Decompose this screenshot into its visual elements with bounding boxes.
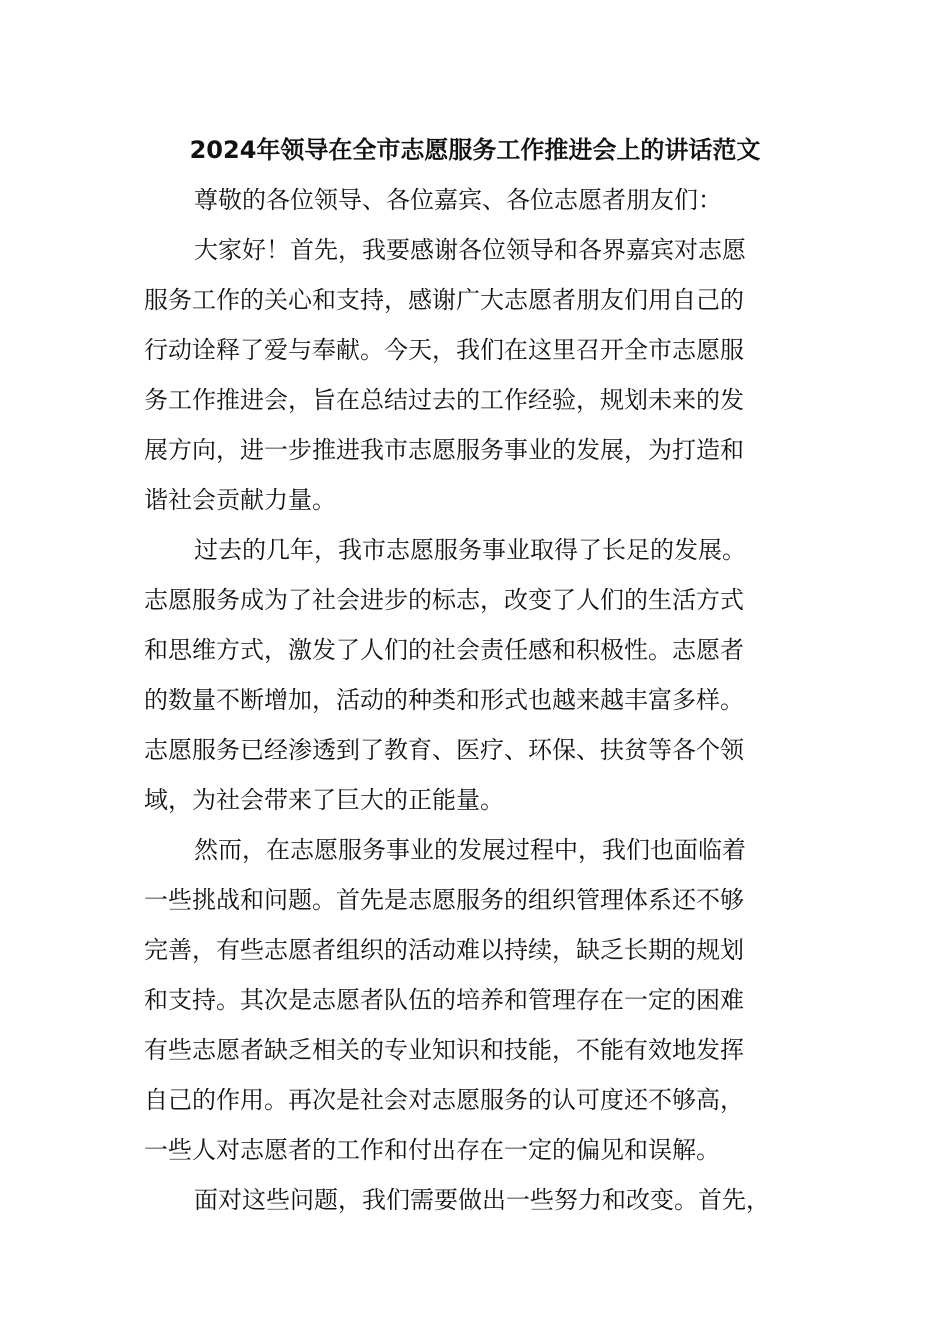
paragraph-3-line-3: 完善，有些志愿者组织的活动难以持续，缺乏长期的规划 — [144, 936, 744, 964]
paragraph-2-line-5: 志愿服务已经渗透到了教育、医疗、环保、扶贫等各个领 — [144, 736, 744, 764]
paragraph-2-line-1: 过去的几年，我市志愿服务事业取得了长足的发展。 — [194, 536, 746, 564]
paragraph-3-line-4: 和支持。其次是志愿者队伍的培养和管理存在一定的困难 — [144, 986, 744, 1014]
paragraph-1-line-4: 务工作推进会，旨在总结过去的工作经验，规划未来的发 — [144, 386, 744, 414]
document-title: 2024年领导在全市志愿服务工作推进会上的讲话范文 — [189, 136, 761, 164]
paragraph-3-line-2: 一些挑战和问题。首先是志愿服务的组织管理体系还不够 — [144, 886, 744, 914]
paragraph-1-line-2: 服务工作的关心和支持，感谢广大志愿者朋友们用自己的 — [144, 286, 744, 314]
paragraph-1-line-6: 谐社会贡献力量。 — [144, 486, 336, 514]
paragraph-2-line-2: 志愿服务成为了社会进步的标志，改变了人们的生活方式 — [144, 586, 744, 614]
salutation-line: 尊敬的各位领导、各位嘉宾、各位志愿者朋友们： — [194, 186, 722, 214]
paragraph-1-line-5: 展方向，进一步推进我市志愿服务事业的发展，为打造和 — [144, 436, 744, 464]
paragraph-3-line-7: 一些人对志愿者的工作和付出存在一定的偏见和误解。 — [144, 1136, 720, 1164]
paragraph-2-line-6: 域，为社会带来了巨大的正能量。 — [144, 786, 504, 814]
paragraph-1-line-1: 大家好！首先，我要感谢各位领导和各界嘉宾对志愿 — [194, 236, 746, 264]
paragraph-2-line-3: 和思维方式，激发了人们的社会责任感和积极性。志愿者 — [144, 636, 744, 664]
paragraph-3-line-5: 有些志愿者缺乏相关的专业知识和技能，不能有效地发挥 — [144, 1036, 744, 1064]
paragraph-3-line-1: 然而，在志愿服务事业的发展过程中，我们也面临着 — [194, 836, 746, 864]
paragraph-3-line-6: 自己的作用。再次是社会对志愿服务的认可度还不够高， — [144, 1086, 744, 1114]
paragraph-4-line-1: 面对这些问题，我们需要做出一些努力和改变。首先， — [194, 1186, 770, 1214]
paragraph-2-line-4: 的数量不断增加，活动的种类和形式也越来越丰富多样。 — [144, 686, 744, 714]
paragraph-1-line-3: 行动诠释了爱与奉献。今天，我们在这里召开全市志愿服 — [144, 336, 744, 364]
